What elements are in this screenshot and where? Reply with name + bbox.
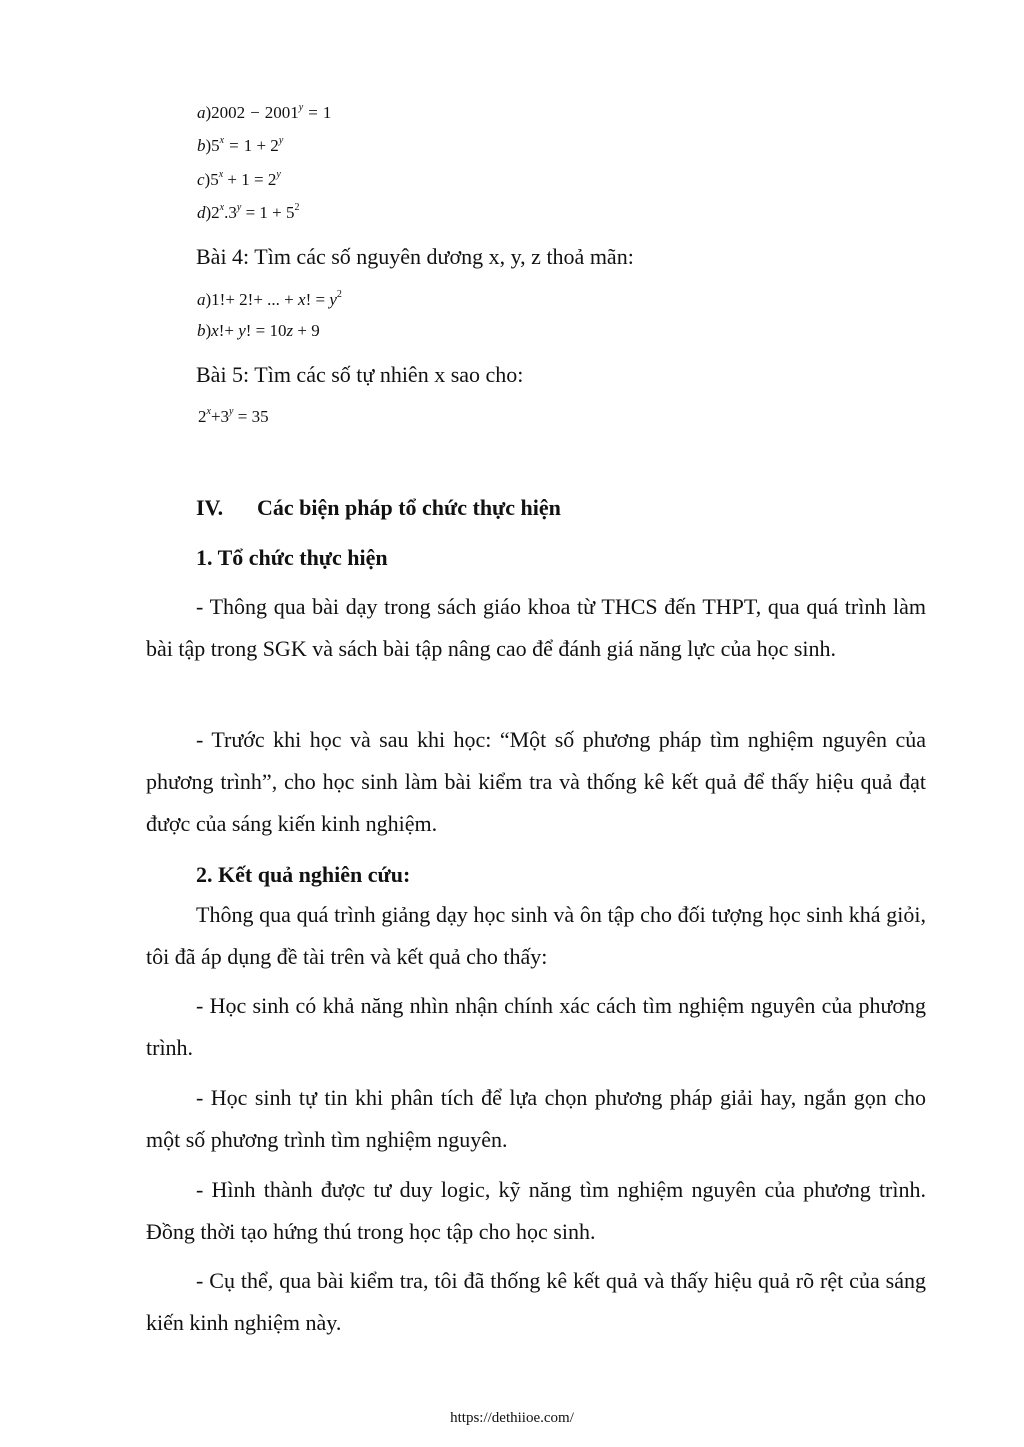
sub2-paragraph-4	[146, 1169, 926, 1253]
eq-term: 2002	[211, 103, 246, 122]
equation-4a: a)1!+ 2!+ ... + x! = $y^2$	[197, 289, 342, 309]
eq-label: b	[197, 136, 206, 155]
eq-term: ! = 10	[245, 321, 287, 340]
eq-exponent: x	[218, 169, 224, 180]
eq-term: 1!+ 2!+ ... +	[211, 290, 299, 309]
paragraph-text: Thông qua quá trình giảng dạy học sinh và ôn tập cho đối tượng học sinh khá giỏi, tôi đã áp dụng đề tài trên và kết quả cho thấy:	[146, 902, 926, 969]
eq-term: 2001	[264, 103, 299, 122]
paragraph-text: - Cụ thể, qua bài kiểm tra, tôi đã thống kê kết quả và thấy hiệu quả rõ rệt của sáng kiến kinh nghiệm này.	[146, 1268, 926, 1335]
eq-term: 2	[198, 407, 207, 426]
eq-term: 2	[211, 203, 220, 222]
bai4-title: Bài 4: Tìm các số nguyên dương x, y, z thoả mãn:	[196, 244, 634, 269]
paragraph-text: - Thông qua bài dạy trong sách giáo khoa từ THCS đến THPT, qua quá trình làm bài tập trong SGK và sách bài tập nâng cao để đánh giá năng lực của học sinh.	[146, 594, 926, 661]
eq-label: b	[197, 321, 206, 340]
eq-term: !+	[218, 321, 239, 340]
subsection-2-title: 2. Kết quả nghiên cứu:	[196, 862, 411, 887]
eq-rhs: = 1 + 5	[245, 203, 295, 222]
eq-label: a	[197, 290, 206, 309]
paragraph-text: - Học sinh có khả năng nhìn nhận chính xác cách tìm nghiệm nguyên của phương trình.	[146, 993, 926, 1060]
eq-var: z	[286, 321, 294, 340]
eq-exponent: 2	[336, 289, 342, 300]
eq-rhs: = 35	[233, 407, 269, 426]
sub1-paragraph-1	[146, 586, 926, 670]
equation-4b: b)x!+ y! = 10z + 9	[197, 321, 320, 340]
eq-label: a	[197, 103, 206, 122]
bai5-title: Bài 5: Tìm các số tự nhiên x sao cho:	[196, 362, 524, 387]
eq-rhs: + 1 = 2	[227, 170, 277, 189]
eq-label: d	[197, 203, 206, 222]
equation-3a: $a)2002 - 2001^y = 1$	[197, 102, 332, 122]
footer-url[interactable]: https://dethiioe.com/	[450, 1410, 574, 1426]
section-title: Các biện pháp tổ chức thực hiện	[257, 495, 561, 520]
eq-exponent: 2	[294, 202, 300, 213]
sub2-paragraph-3	[146, 1077, 926, 1161]
eq-var: x	[211, 321, 219, 340]
eq-term: .3	[224, 203, 237, 222]
eq-term: + 9	[293, 321, 320, 340]
eq-term: 5	[211, 136, 220, 155]
eq-exponent: y	[278, 135, 284, 146]
paragraph-text: - Trước khi học và sau khi học: “Một số phương pháp tìm nghiệm nguyên của phương trình”, cho học sinh làm bài kiểm tra và thống kê kết quả để thấy hiệu quả đạt được của sáng kiến kinh nghiệm.	[146, 727, 926, 836]
equation-5	[198, 408, 269, 425]
eq-term: 5	[210, 170, 219, 189]
subsection-1-title: 1. Tổ chức thực hiện	[196, 545, 388, 570]
eq-exponent: y	[229, 406, 234, 417]
eq-term: +3	[210, 407, 230, 426]
eq-var: x	[298, 290, 306, 309]
eq-exponent: x	[219, 202, 225, 213]
eq-rhs: 1 + 2	[243, 136, 279, 155]
sub2-paragraph-5	[146, 1260, 926, 1344]
paragraph-text: - Học sinh tự tin khi phân tích để lựa chọn phương pháp giải hay, ngắn gọn cho một số phương trình tìm nghiệm nguyên.	[146, 1085, 926, 1152]
eq-var: y	[238, 321, 246, 340]
eq-op: −	[250, 103, 260, 122]
paragraph-text: - Hình thành được tư duy logic, kỹ năng tìm nghiệm nguyên của phương trình. Đồng thời tạo hứng thú trong học tập cho học sinh.	[146, 1177, 926, 1244]
eq-exponent: y	[298, 102, 304, 113]
eq-exponent: y	[236, 202, 242, 213]
section-number: IV.	[196, 495, 224, 520]
eq-term: ! =	[305, 290, 330, 309]
eq-rhs: 1	[322, 103, 332, 122]
equation-3b: $b)5^x = 1 + 2^y$	[197, 135, 284, 155]
equation-3c: $c)5^x + 1 = 2^y$	[197, 169, 281, 189]
sub2-paragraph-2	[146, 985, 926, 1069]
sub2-paragraph-1	[146, 894, 926, 978]
equation-3d: $d)2^x.3^y = 1 + 5^2$	[197, 202, 300, 222]
sub1-paragraph-2	[146, 719, 926, 845]
eq-exponent: y	[276, 169, 281, 180]
eq-label: c	[197, 170, 205, 189]
eq-exponent: x	[206, 406, 211, 417]
eq-exponent: x	[219, 135, 225, 146]
eq-var: y	[329, 290, 337, 309]
